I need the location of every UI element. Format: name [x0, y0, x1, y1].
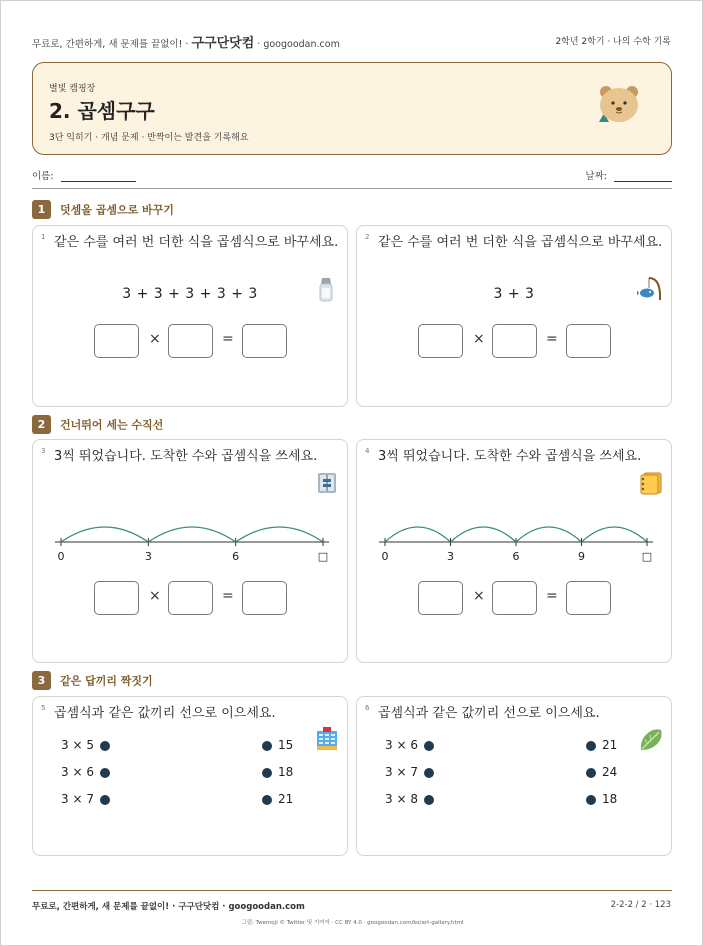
answer-box[interactable] — [94, 324, 139, 358]
matching-pairs — [357, 697, 671, 855]
tick-label: 6 — [512, 550, 520, 563]
problem-question: 곱셈식과 같은 값끼리 선으로 이으세요. — [378, 706, 600, 721]
section-number: 1 — [32, 200, 51, 219]
times-sign: × — [473, 331, 485, 347]
date-group — [585, 168, 672, 182]
problem-number: 4 — [365, 447, 370, 455]
answer-box[interactable] — [492, 324, 537, 358]
right-dot[interactable] — [586, 768, 596, 778]
left-item: 3 × 7 — [61, 792, 94, 806]
equals-sign: = — [222, 331, 234, 347]
equals-sign: = — [546, 331, 558, 347]
right-item: 18 — [602, 792, 618, 806]
times-sign: × — [149, 331, 161, 347]
header-tagline — [32, 32, 340, 51]
hero-banner — [32, 62, 672, 155]
right-item: 18 — [278, 765, 294, 779]
jump-arc — [236, 527, 323, 542]
tick-label: □ — [317, 550, 329, 563]
divider — [32, 188, 672, 189]
section-title: 건너뛰어 세는 수직선 — [60, 418, 164, 432]
matching-pairs — [33, 697, 347, 855]
jump-arc — [61, 527, 148, 542]
number-line — [357, 510, 671, 565]
date-field[interactable] — [614, 171, 672, 182]
header-course: 2학년 2학기 · 나의 수학 기록 — [555, 37, 671, 47]
left-dot[interactable] — [424, 768, 434, 778]
jump-arc — [582, 527, 648, 542]
answer-box[interactable] — [242, 581, 287, 615]
name-date-row — [32, 168, 672, 182]
site-url: · googoodan.com — [254, 39, 340, 50]
hero-kicker: 별빛 캠핑장 — [49, 84, 96, 94]
problem-question: 3씩 뛰었습니다. 도착한 수와 곱셈식을 쓰세요. — [54, 449, 318, 464]
problem-number: 5 — [41, 704, 46, 712]
footer-divider — [32, 890, 672, 891]
footer-brand: 무료로, 간편하게, 새 문제를 끝없이! · 구구단닷컴 · googoodan.com — [32, 902, 305, 912]
problem-number: 1 — [41, 233, 46, 241]
name-field[interactable] — [61, 171, 136, 182]
image-credit: 그림: Twemoji © Twitter 및 기여자 · CC BY 4.0 · googoodan.com/ko/art-gallery.html — [241, 920, 464, 926]
answer-box[interactable] — [566, 581, 611, 615]
right-dot[interactable] — [262, 768, 272, 778]
right-item: 24 — [602, 765, 618, 779]
name-label: 이름: — [32, 171, 54, 182]
jump-arc — [451, 527, 517, 542]
problem-card-3 — [32, 439, 348, 663]
jump-arc — [148, 527, 235, 542]
left-item: 3 × 6 — [61, 765, 94, 779]
answer-box[interactable] — [566, 324, 611, 358]
equals-sign: = — [222, 588, 234, 604]
problem-number: 3 — [41, 447, 46, 455]
problem-card-4 — [356, 439, 672, 663]
times-sign: × — [473, 588, 485, 604]
left-dot[interactable] — [100, 741, 110, 751]
left-item: 3 × 7 — [385, 765, 418, 779]
abacus-icon — [317, 472, 337, 494]
problem-number: 2 — [365, 233, 370, 241]
addition-expression: 3 + 3 + 3 + 3 + 3 — [122, 286, 258, 302]
tick-label: 0 — [381, 550, 389, 563]
tick-label: 3 — [447, 550, 454, 563]
problem-question: 3씩 뛰었습니다. 도착한 수와 곱셈식을 쓰세요. — [378, 449, 642, 464]
tagline-text: 무료로, 간편하게, 새 문제를 끝없이! · — [32, 39, 192, 50]
date-label: 날짜: — [585, 171, 607, 182]
times-sign: × — [149, 588, 161, 604]
salt-shaker-icon — [318, 276, 334, 302]
answer-box[interactable] — [242, 324, 287, 358]
section-title: 덧셈을 곱셈으로 바꾸기 — [60, 203, 174, 217]
answer-box[interactable] — [94, 581, 139, 615]
bear-icon — [596, 83, 646, 128]
problem-question: 곱셈식과 같은 값끼리 선으로 이으세요. — [54, 706, 276, 721]
page-number: 2-2-2 / 2 · 123 — [610, 900, 671, 910]
fishing-pole-icon — [637, 276, 663, 302]
right-item: 21 — [602, 738, 618, 752]
tick-label: 3 — [144, 550, 152, 563]
left-dot[interactable] — [100, 795, 110, 805]
jump-arc — [385, 527, 451, 542]
tick-label: □ — [641, 550, 653, 563]
left-item: 3 × 6 — [385, 738, 418, 752]
page-title: 2. 곱셈구구 — [49, 99, 155, 123]
answer-box[interactable] — [418, 581, 463, 615]
right-dot[interactable] — [586, 795, 596, 805]
problem-question: 같은 수를 여러 번 더한 식을 곱셈식으로 바꾸세요. — [54, 235, 339, 250]
equals-sign: = — [546, 588, 558, 604]
right-dot[interactable] — [262, 741, 272, 751]
right-dot[interactable] — [586, 741, 596, 751]
number-line — [33, 510, 347, 565]
problem-card-1 — [32, 225, 348, 407]
tick-label: 6 — [232, 550, 240, 563]
right-dot[interactable] — [262, 795, 272, 805]
notepad-icon — [639, 471, 663, 495]
brand-name: 구구단닷컴 — [191, 36, 255, 51]
addition-expression: 3 + 3 — [493, 286, 535, 302]
jump-arc — [516, 527, 582, 542]
section-number: 3 — [32, 671, 51, 690]
right-item: 15 — [278, 738, 294, 752]
answer-box[interactable] — [492, 581, 537, 615]
problem-card-5 — [32, 696, 348, 856]
problem-card-6 — [356, 696, 672, 856]
problem-question: 같은 수를 여러 번 더한 식을 곱셈식으로 바꾸세요. — [378, 235, 663, 250]
right-item: 21 — [278, 792, 294, 806]
tick-label: 0 — [57, 550, 65, 563]
section-header-3 — [32, 671, 153, 690]
section-number: 2 — [32, 415, 51, 434]
answer-box[interactable] — [168, 581, 213, 615]
left-dot[interactable] — [100, 768, 110, 778]
answer-box[interactable] — [418, 324, 463, 358]
problem-number: 6 — [365, 704, 370, 712]
left-item: 3 × 8 — [385, 792, 418, 806]
hero-subtitle: 3단 익히기 · 개념 문제 · 반짝이는 발견을 기록해요 — [49, 133, 249, 143]
left-item: 3 × 5 — [61, 738, 94, 752]
problem-card-2 — [356, 225, 672, 407]
section-header-2 — [32, 415, 163, 434]
answer-box[interactable] — [168, 324, 213, 358]
section-header-1 — [32, 200, 174, 219]
left-dot[interactable] — [424, 741, 434, 751]
section-title: 같은 답끼리 짝짓기 — [60, 674, 153, 688]
left-dot[interactable] — [424, 795, 434, 805]
tick-label: 9 — [578, 550, 585, 563]
